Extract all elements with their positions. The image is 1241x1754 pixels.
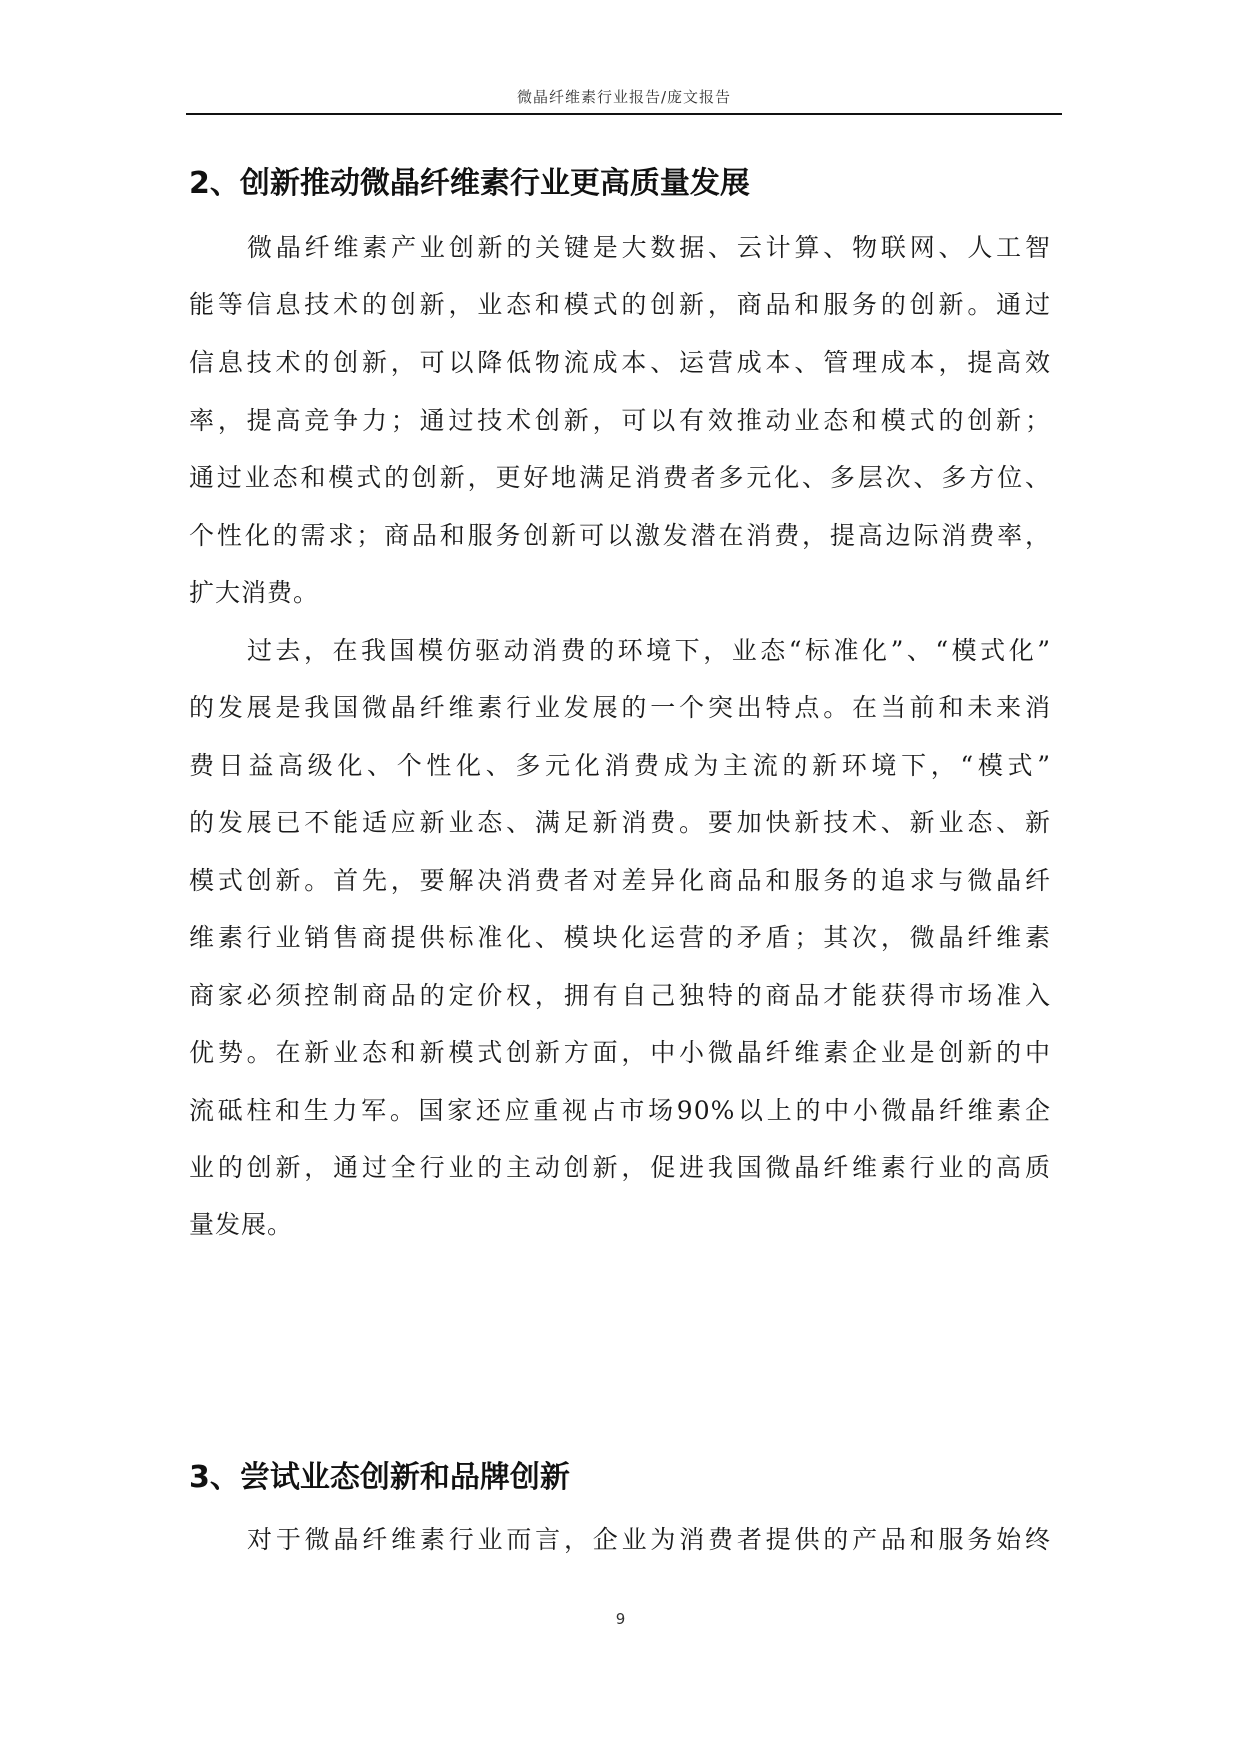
paragraph-line: 流砥柱和生力军。国家还应重视占市场90%以上的中小微晶纤维素企 [189, 1096, 1051, 1125]
paragraph-line: 微晶纤维素产业创新的关键是大数据、云计算、物联网、人工智 [247, 233, 1051, 262]
paragraph-line: 的发展已不能适应新业态、满足新消费。要加快新技术、新业态、新 [189, 808, 1051, 837]
running-header: 微晶纤维素行业报告/庞文报告 [516, 88, 732, 106]
paragraph-line: 优势。在新业态和新模式创新方面，中小微晶纤维素企业是创新的中 [189, 1038, 1051, 1067]
paragraph-line: 模式创新。首先，要解决消费者对差异化商品和服务的追求与微晶纤 [189, 866, 1051, 895]
paragraph-line: 维素行业销售商提供标准化、模块化运营的矛盾；其次，微晶纤维素 [189, 923, 1051, 952]
paragraph-line: 的发展是我国微晶纤维素行业发展的一个突出特点。在当前和未来消 [189, 693, 1051, 722]
paragraph-line: 业的创新，通过全行业的主动创新，促进我国微晶纤维素行业的高质 [189, 1153, 1051, 1182]
paragraph-line: 通过业态和模式的创新，更好地满足消费者多元化、多层次、多方位、 [189, 463, 1051, 492]
section-heading: 3、尝试业态创新和品牌创新 [189, 1460, 570, 1495]
paragraph-line: 信息技术的创新，可以降低物流成本、运营成本、管理成本，提高效 [189, 348, 1051, 377]
section-heading: 2、创新推动微晶纤维素行业更高质量发展 [189, 166, 750, 201]
paragraph-line: 对于微晶纤维素行业而言，企业为消费者提供的产品和服务始终 [247, 1525, 1051, 1554]
paragraph-line: 量发展。 [189, 1210, 294, 1239]
paragraph-line: 个性化的需求；商品和服务创新可以激发潜在消费，提高边际消费率， [189, 521, 1051, 550]
header-divider [186, 113, 1062, 115]
page-number: 9 [615, 1610, 626, 1628]
paragraph-line: 过去，在我国模仿驱动消费的环境下，业态“标准化”、“模式化” [247, 636, 1051, 665]
paragraph-line: 能等信息技术的创新，业态和模式的创新，商品和服务的创新。通过 [189, 290, 1051, 319]
paragraph-line: 率，提高竞争力；通过技术创新，可以有效推动业态和模式的创新； [189, 406, 1051, 435]
paragraph-line: 费日益高级化、个性化、多元化消费成为主流的新环境下，“模式” [189, 751, 1051, 780]
paragraph-line: 扩大消费。 [189, 578, 320, 607]
paragraph-line: 商家必须控制商品的定价权，拥有自己独特的商品才能获得市场准入 [189, 981, 1051, 1010]
